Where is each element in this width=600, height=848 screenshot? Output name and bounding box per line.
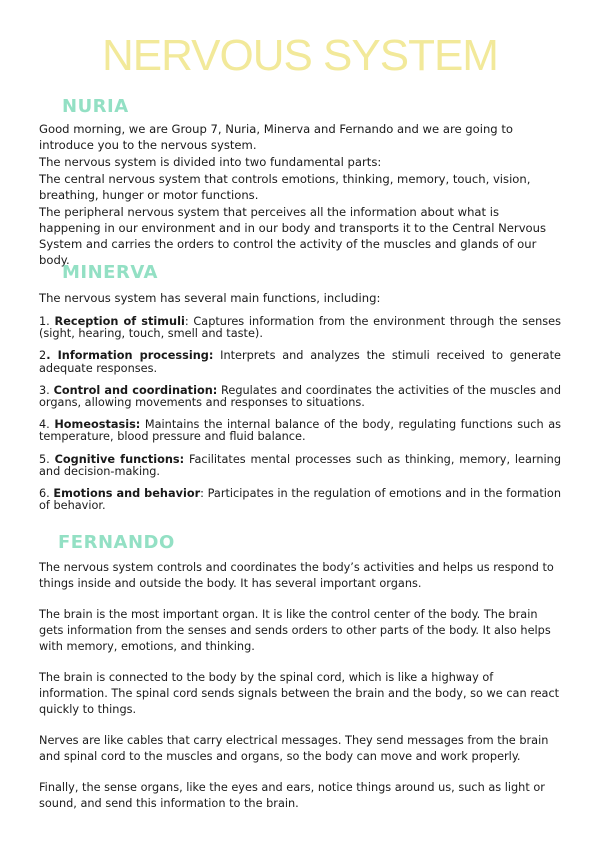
page-title: NERVOUS SYSTEM [102, 31, 498, 80]
list-item [39, 350, 561, 374]
item-number: 1. [39, 315, 55, 328]
item-number: 6. [39, 487, 54, 501]
item-term: Control and coordination: [53, 383, 218, 397]
nuria-heading: NURIA [62, 96, 129, 117]
item-term: Emotions and behavior [53, 487, 201, 501]
nuria-paragraph-3: The central nervous system that controls emotions, thinking, memory, touch, vision, breathing, hunger or motor functions. [39, 172, 531, 203]
item-term: . Information processing: [46, 349, 214, 363]
fernando-paragraph: Nerves are like cables that carry electrical messages. They send messages from the brain and spinal cord to the muscles and organs, so the body can move and work properly. [39, 733, 549, 763]
list-item [39, 385, 561, 409]
nuria-paragraph-2: The nervous system is divided into two fundamental parts: [39, 155, 382, 169]
item-number: 5. [39, 452, 55, 466]
list-item [39, 454, 561, 478]
fernando-paragraph: The brain is the most important organ. It is like the control center of the body. The brain gets information from the senses and sends orders to other parts of the body. It also helps with memory, emotions, and thinking. [39, 608, 551, 653]
item-text: Facilitates mental processes such as thinking, memory, learning and decision-making. [39, 452, 561, 478]
item-text: Regulates and coordinates the activities of the muscles and organs, allowing movements and responses to situations. [39, 383, 561, 410]
item-text: Interprets and analyzes the stimuli received to generate adequate responses. [39, 349, 561, 375]
item-text: Maintains the internal balance of the body, regulating functions such as temperature, blood pressure and fluid balance. [39, 418, 562, 444]
list-item [39, 419, 561, 443]
minerva-intro: The nervous system has several main functions, including: [39, 291, 381, 305]
item-text: : Captures information from the environment through the senses (sight, hearing, touch, smell and taste). [39, 315, 561, 341]
fernando-heading: FERNANDO [58, 532, 175, 553]
nuria-paragraph-1: Good morning, we are Group 7, Nuria, Minerva and Fernando and we are going to introduce you to the nervous system. [39, 122, 513, 153]
item-term: Homeostasis: [54, 418, 141, 432]
fernando-paragraph: Finally, the sense organs, like the eyes and ears, notice things around us, such as light or sound, and send this information to the brain. [39, 780, 545, 810]
item-term: Reception of stimuli [54, 315, 185, 328]
item-term: Cognitive functions: [54, 452, 185, 466]
list-item [39, 316, 561, 340]
minerva-heading: MINERVA [62, 262, 158, 283]
nuria-paragraph-4: The peripheral nervous system that perceives all the information about what is happening in our environment and in our body and transports it to the Central Nervous System and carries the orders to control the activity of the muscles and glands of our body. [39, 205, 547, 268]
item-text: : Participates in the regulation of emotions and in the formation of behavior. [39, 487, 561, 513]
fernando-section [39, 560, 561, 827]
fernando-paragraph: The nervous system controls and coordinates the body’s activities and helps us respond to things inside and outside the body. It has several important organs. [39, 561, 554, 590]
item-number: 4. [39, 418, 55, 432]
item-number: 2 [39, 349, 47, 363]
fernando-paragraph: The brain is connected to the body by the spinal cord, which is like a highway of information. The spinal cord sends signals between the brain and the body, so we can react quickly to things. [39, 670, 560, 716]
list-item [39, 488, 561, 512]
item-number: 3. [39, 383, 54, 397]
functions-list [39, 316, 561, 522]
